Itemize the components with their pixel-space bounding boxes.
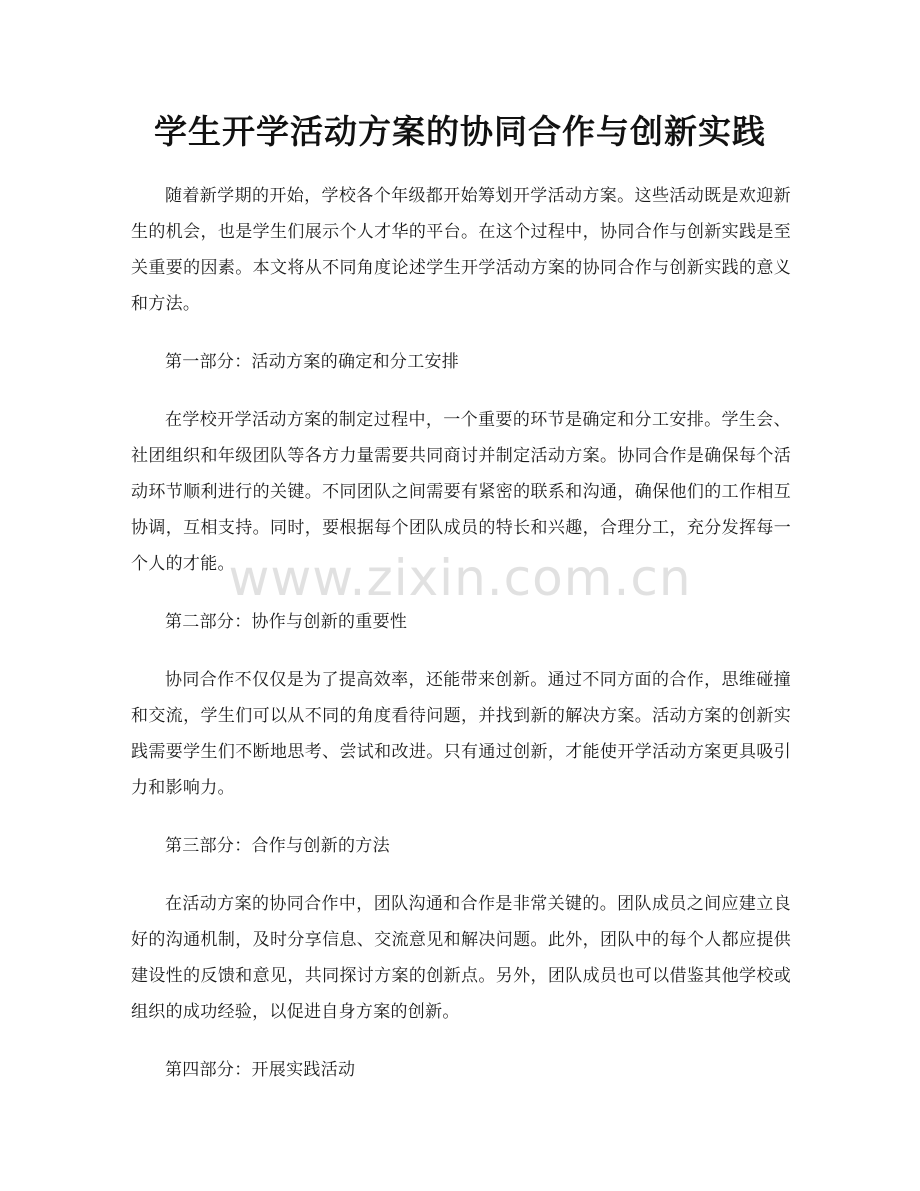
watermark: www.zixin.com.cn [228, 549, 692, 607]
section-heading-4: 第四部分：开展实践活动 [165, 1060, 356, 1080]
section-heading-3: 第三部分：合作与创新的方法 [165, 836, 390, 856]
paragraph-section-3: 在活动方案的协同合作中，团队沟通和合作是非常关键的。团队成员之间应建立良好的沟通机制，及时分享信息、交流意见和解决问题。此外，团队中的每个人都应提供建设性的反馈和意见，共同探讨方案的创新点。另外，团队成员也可以借鉴其他学校或组织的成功经验，以促进自身方案的创新。 [131, 894, 791, 1022]
section-heading-1: 第一部分：活动方案的确定和分工安排 [165, 352, 460, 372]
paragraph-section-2: 协同合作不仅仅是为了提高效率，还能带来创新。通过不同方面的合作，思维碰撞和交流，学生们可以从不同的角度看待问题，并找到新的解决方案。活动方案的创新实践需要学生们不断地思考、尝试和改进。只有通过创新，才能使开学活动方案更具吸引力和影响力。 [131, 670, 791, 798]
document-title: 学生开学活动方案的协同合作与创新实践 [154, 112, 766, 151]
paragraph-intro: 随着新学期的开始，学校各个年级都开始筹划开学活动方案。这些活动既是欢迎新生的机会，也是学生们展示个人才华的平台。在这个过程中，协同合作与创新实践是至关重要的因素。本文将从不同角度论述学生开学活动方案的协同合作与创新实践的意义和方法。 [131, 186, 791, 314]
document-body [131, 178, 791, 1110]
paragraph-section-1: 在学校开学活动方案的制定过程中，一个重要的环节是确定和分工安排。学生会、社团组织和年级团队等各方力量需要共同商讨并制定活动方案。协同合作是确保每个活动环节顺利进行的关键。不同团队之间需要有紧密的联系和沟通，确保他们的工作相互协调，互相支持。同时，要根据每个团队成员的特长和兴趣，合理分工，充分发挥每一个人的才能。 [131, 410, 791, 574]
section-heading-2: 第二部分：协作与创新的重要性 [165, 612, 408, 632]
